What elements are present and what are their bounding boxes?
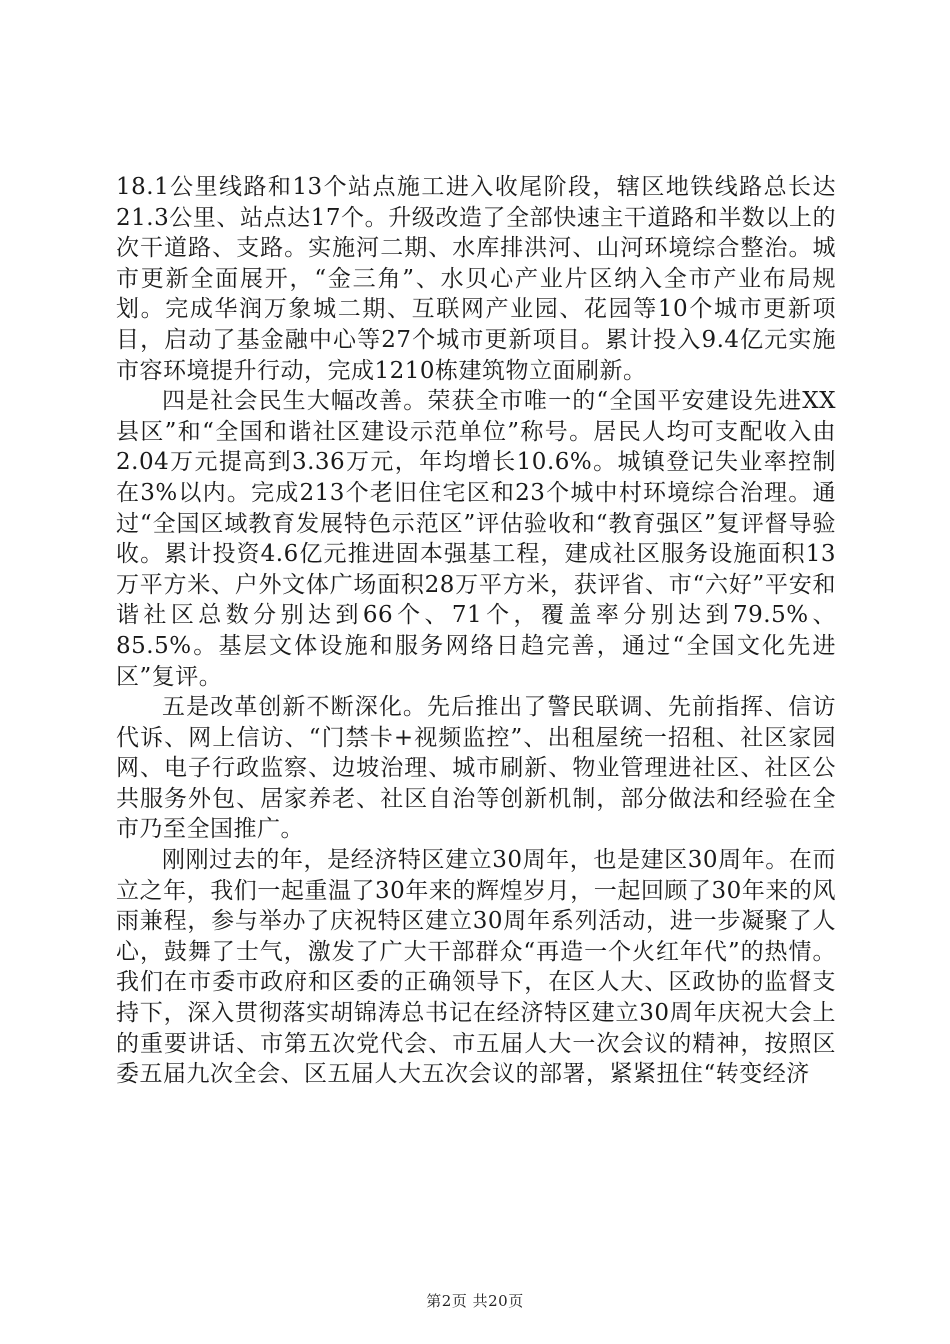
paragraph-transport: 18.1公里线路和13个站点施工进入收尾阶段，辖区地铁线路总长达21.3公里、站点达17个。升级改造了全部快速主干道路和半数以上的次干道路、支路。实施河二期、水库排洪河、山河环境综合整治。城市更新全面展开，“金三角”、水贝心产业片区纳入全市产业布局规划。完成华润万象城二期、互联网产业园、花园等10个城市更新项目，启动了基金融中心等27个城市更新项目。累计投入9.4亿元实施市容环境提升行动，完成1210栋建筑物立面刷新。 bbox=[116, 174, 836, 384]
paragraph-reform: 五是改革创新不断深化。先后推出了警民联调、先前指挥、信访代诉、网上信访、“门禁卡+视频监控”、出租屋统一招租、社区家园网、电子行政监察、边坡治理、城市刷新、物业管理进社区、社区公共服务外包、居家养老、社区自治等创新机制，部分做法和经验在全市乃至全国推广。 bbox=[116, 694, 836, 843]
paragraph-anniversary: 刚刚过去的年，是经济特区建立30周年，也是建区30周年。在而立之年，我们一起重温了30年来的辉煌岁月，一起回顾了30年来的风雨兼程，参与举办了庆祝特区建立30周年系列活动，进一步凝聚了人心，鼓舞了士气，激发了广大干部群众“再造一个火红年代”的热情。我们在市委市政府和区委的正确领导下，在区人大、区政协的监督支持下，深入贯彻落实胡锦涛总书记在经济特区建立30周年庆祝大会上的重要讲话、市第五次党代会、市五届人大一次会议的精神，按照区委五届九次全会、区五届人大五次会议的部署，紧紧扭住“转变经济 bbox=[116, 847, 836, 1088]
page-number-label: 第2页 共20页 bbox=[426, 1292, 524, 1310]
paragraph-livelihood: 四是社会民生大幅改善。荣获全市唯一的“全国平安建设先进XX县区”和“全国和谐社区建设示范单位”称号。居民人均可支配收入由2.04万元提高到3.36万元，年均增长10.6%。城镇登记失业率控制在3%以内。完成213个老旧住宅区和23个城中村环境综合治理。通过“全国区域教育发展特色示范区”评估验收和“教育强区”复评督导验收。累计投资4.6亿元推进固本强基工程，建成社区服务设施面积13万平方米、户外文体广场面积28万平方米，获评省、市“六好”平安和谐社区总数分别达到66个、71个，覆盖率分别达到79.5%、85.5%。基层文体设施和服务网络日趋完善，通过“全国文化先进区”复评。 bbox=[116, 388, 836, 690]
document-body bbox=[116, 172, 836, 1090]
page-footer bbox=[0, 1290, 950, 1311]
